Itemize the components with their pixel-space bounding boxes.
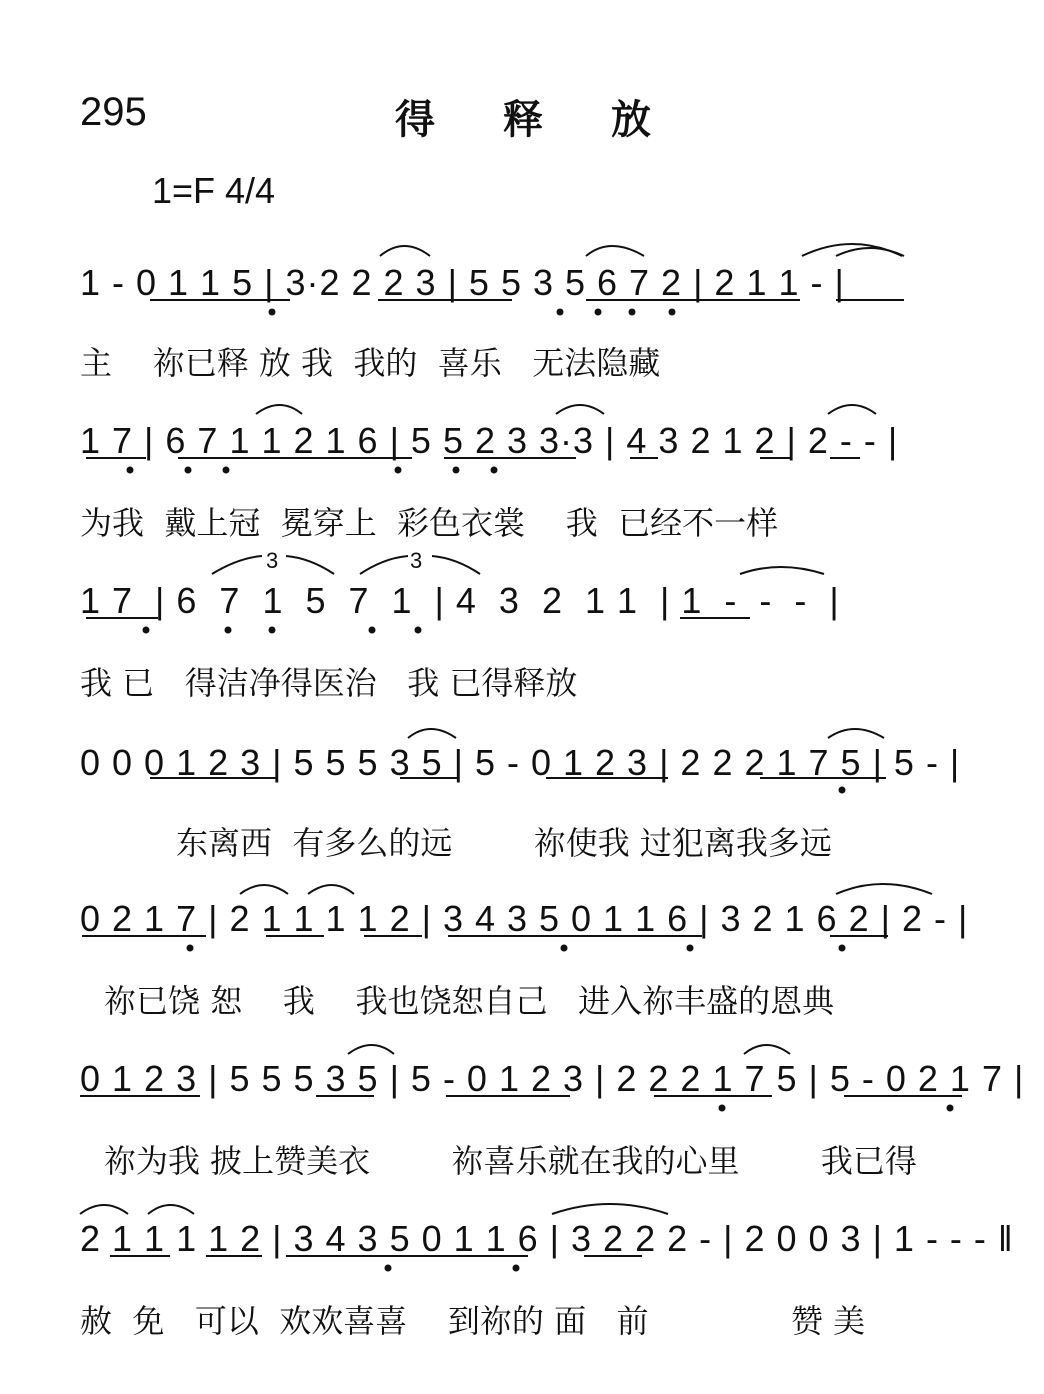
slur-arc [556, 405, 604, 414]
octave-dot [719, 1105, 726, 1112]
slur-arc [148, 1205, 194, 1214]
hymn-number: 295 [80, 90, 147, 134]
lyrics-line-1: 主 祢已释 放 我 我的 喜乐 无法隐藏 [80, 344, 661, 382]
octave-dot [385, 1265, 392, 1272]
octave-dot [127, 467, 134, 474]
notation-line-3: 1 7 | 6 7 1 5 7 1 | 4 3 2 1 1 | 1 - - - | [80, 580, 840, 621]
slur-arc [744, 1045, 790, 1054]
slur-arc [836, 248, 904, 256]
octave-dot [453, 467, 460, 474]
slur-arc [256, 405, 302, 414]
slur-arc [552, 1204, 668, 1214]
notation-line-4: 0 0 0 1 2 3 | 5 5 5 3 5 | 5 - 0 1 2 3 | 2 2 2 1 7 5 | 5 - | [80, 742, 961, 783]
slur-arc [308, 885, 354, 894]
octave-dot [223, 467, 230, 474]
octave-dot [687, 945, 694, 952]
key-signature: 1=F 4/4 [152, 170, 276, 211]
lyrics-line-6: 祢为我 披上赞美衣 祢喜乐就在我的心里 我已得 [104, 1142, 917, 1180]
slur-arc [348, 1045, 394, 1054]
octave-dot [185, 467, 192, 474]
slur-arc [408, 729, 456, 738]
octave-dot [491, 467, 498, 474]
octave-dot [269, 309, 276, 316]
triplet-bracket [360, 556, 408, 574]
notation-line-5: 0 2 1 7 | 2 1 1 1 1 2 | 3 4 3 5 0 1 1 6 | 3 2 1 6 2 | 2 - | [80, 898, 969, 939]
octave-dot [395, 467, 402, 474]
octave-dot [595, 309, 602, 316]
notation-line-6: 0 1 2 3 | 5 5 5 3 5 | 5 - 0 1 2 3 | 2 2 2 1 7 5 | 5 - 0 2 1 7 | [80, 1058, 1025, 1099]
notation-line-2: 1 7 | 6 7 1 1 2 1 6 | 5 5 2 3 3·3 | 4 3 2 1 2 | 2 - - | [80, 420, 899, 461]
octave-dot [415, 627, 422, 634]
triplet-mark-1: 3 [266, 548, 279, 573]
octave-dot [557, 309, 564, 316]
lyrics-line-2: 为我 戴上冠 冕穿上 彩色衣裳 我 已经不一样 [80, 504, 779, 542]
notation-line-7: 2 1 1 1 1 2 | 3 4 3 5 0 1 1 6 | 3 2 2 2 - | 2 0 0 3 | 1 - - - ‖ [80, 1218, 1014, 1259]
slur-arc [740, 567, 824, 574]
octave-dot [669, 309, 676, 316]
octave-dot [561, 945, 568, 952]
lyrics-line-4: 东离西 有多么的远 祢使我 过犯离我多远 [176, 824, 832, 862]
triplet-bracket [432, 556, 480, 574]
slur-arc [828, 405, 876, 414]
slur-arc [828, 729, 884, 738]
triplet-bracket [212, 556, 262, 574]
lyrics-line-5: 祢已饶 恕 我 我也饶恕自己 进入祢丰盛的恩典 [104, 982, 835, 1020]
slur-arc [802, 244, 902, 256]
slur-arc [586, 246, 644, 256]
slur-arc [80, 1205, 128, 1214]
octave-dot [225, 627, 232, 634]
octave-dot [839, 945, 846, 952]
lyrics-line-3: 我 已 得洁净得医治 我 已得释放 [80, 664, 578, 702]
song-title: 得释放 [395, 97, 719, 143]
octave-dot [269, 627, 276, 634]
slur-arc [240, 885, 288, 894]
octave-dot [369, 627, 376, 634]
octave-dot [947, 1105, 954, 1112]
slur-arc [380, 246, 430, 256]
notation-line-1: 1 - 0 1 1 5 | 3·2 2 2 3 | 5 5 3 5 6 7 2 | 2 1 1 - | [80, 262, 845, 303]
octave-dot [187, 945, 194, 952]
triplet-mark-2: 3 [410, 548, 423, 573]
octave-dot [629, 309, 636, 316]
slur-arc [836, 884, 932, 894]
octave-dot [839, 787, 846, 794]
lyrics-line-7: 赦 免 可以 欢欢喜喜 到祢的 面 前 赞 美 [80, 1302, 866, 1340]
octave-dot [143, 627, 150, 634]
triplet-bracket [286, 556, 334, 574]
octave-dot [513, 1265, 520, 1272]
